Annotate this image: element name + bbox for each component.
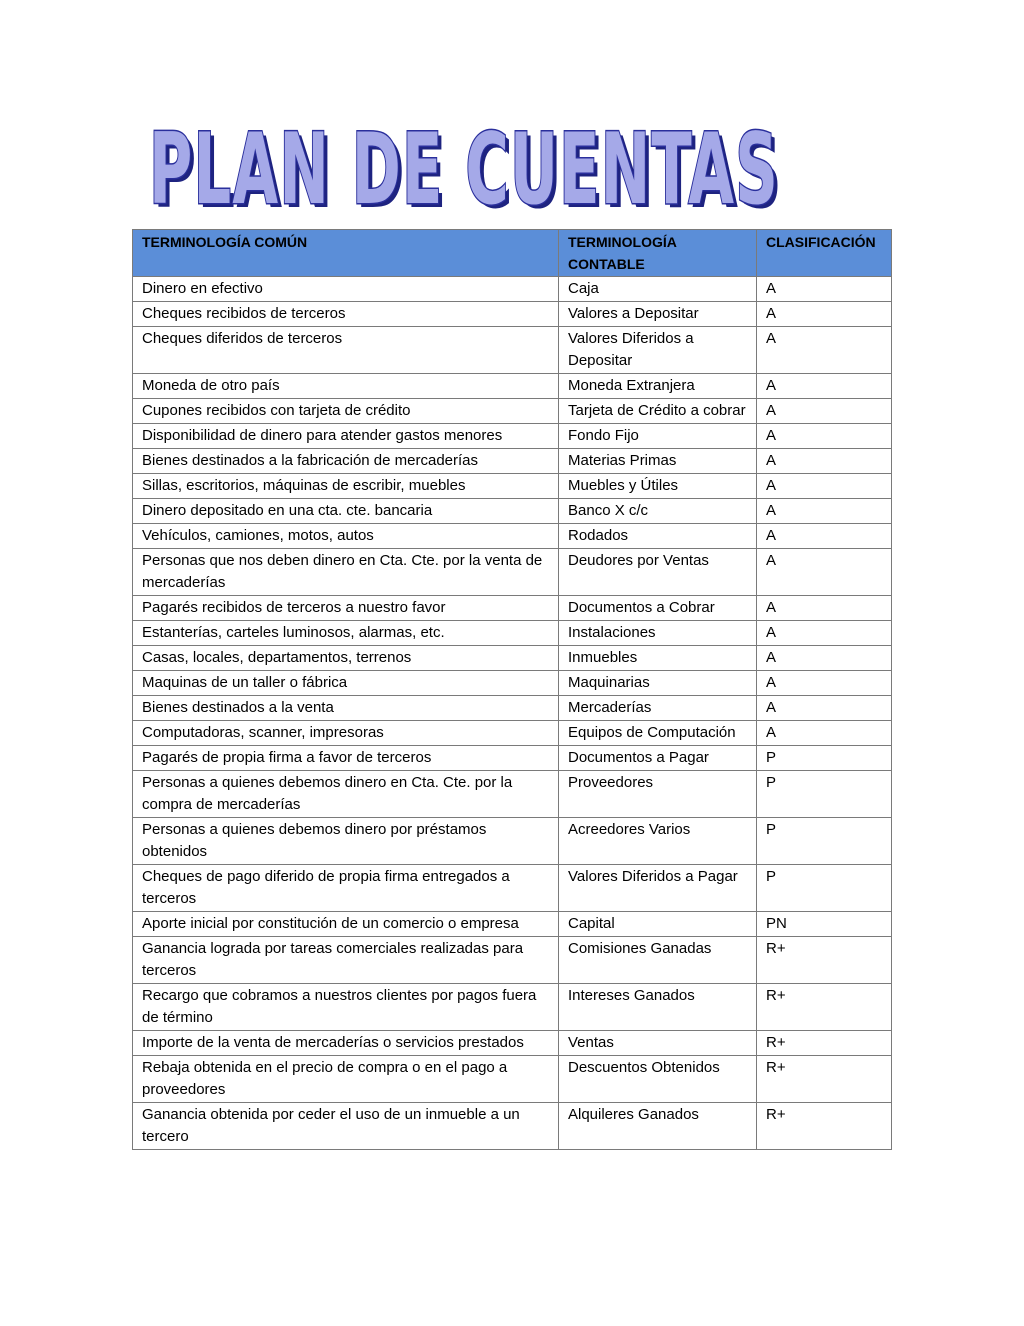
table-row bbox=[133, 696, 892, 721]
cell-classification: R+ bbox=[757, 1103, 892, 1150]
table-row bbox=[133, 302, 892, 327]
cell-classification: P bbox=[757, 818, 892, 865]
cell-accounting-terminology: Valores Diferidos a Depositar bbox=[559, 327, 757, 374]
cell-accounting-terminology: Muebles y Útiles bbox=[559, 474, 757, 499]
cell-accounting-terminology: Descuentos Obtenidos bbox=[559, 1056, 757, 1103]
cell-accounting-terminology: Moneda Extranjera bbox=[559, 374, 757, 399]
cell-common-terminology: Bienes destinados a la fabricación de mercaderías bbox=[133, 449, 559, 474]
cell-common-terminology: Casas, locales, departamentos, terrenos bbox=[133, 646, 559, 671]
cell-common-terminology: Cupones recibidos con tarjeta de crédito bbox=[133, 399, 559, 424]
cell-accounting-terminology: Alquileres Ganados bbox=[559, 1103, 757, 1150]
cell-common-terminology: Aporte inicial por constitución de un comercio o empresa bbox=[133, 912, 559, 937]
cell-classification: A bbox=[757, 524, 892, 549]
cell-classification: A bbox=[757, 474, 892, 499]
table-row bbox=[133, 1103, 892, 1150]
title-wordart bbox=[140, 112, 790, 216]
cell-accounting-terminology: Fondo Fijo bbox=[559, 424, 757, 449]
header-accounting-terminology: TERMINOLOGÍA CONTABLE bbox=[559, 230, 757, 277]
cell-common-terminology: Importe de la venta de mercaderías o servicios prestados bbox=[133, 1031, 559, 1056]
cell-common-terminology: Personas a quienes debemos dinero por préstamos obtenidos bbox=[133, 818, 559, 865]
cell-classification: A bbox=[757, 646, 892, 671]
cell-accounting-terminology: Equipos de Computación bbox=[559, 721, 757, 746]
cell-common-terminology: Ganancia lograda por tareas comerciales realizadas para terceros bbox=[133, 937, 559, 984]
table-row bbox=[133, 912, 892, 937]
cell-common-terminology: Disponibilidad de dinero para atender gastos menores bbox=[133, 424, 559, 449]
cell-accounting-terminology: Ventas bbox=[559, 1031, 757, 1056]
cell-common-terminology: Maquinas de un taller o fábrica bbox=[133, 671, 559, 696]
cell-accounting-terminology: Documentos a Cobrar bbox=[559, 596, 757, 621]
cell-common-terminology: Personas que nos deben dinero en Cta. Cte. por la venta de mercaderías bbox=[133, 549, 559, 596]
header-row bbox=[133, 230, 892, 277]
table-header bbox=[133, 230, 892, 277]
cell-accounting-terminology: Intereses Ganados bbox=[559, 984, 757, 1031]
cell-common-terminology: Dinero en efectivo bbox=[133, 277, 559, 302]
cell-classification: R+ bbox=[757, 1031, 892, 1056]
cell-accounting-terminology: Materias Primas bbox=[559, 449, 757, 474]
cell-classification: P bbox=[757, 746, 892, 771]
table-row bbox=[133, 277, 892, 302]
cell-accounting-terminology: Caja bbox=[559, 277, 757, 302]
cell-classification: A bbox=[757, 696, 892, 721]
table-row bbox=[133, 746, 892, 771]
table-row bbox=[133, 984, 892, 1031]
table-row bbox=[133, 646, 892, 671]
cell-classification: A bbox=[757, 721, 892, 746]
table-row bbox=[133, 865, 892, 912]
cell-classification: A bbox=[757, 499, 892, 524]
table-row bbox=[133, 671, 892, 696]
cell-accounting-terminology: Acreedores Varios bbox=[559, 818, 757, 865]
cell-accounting-terminology: Instalaciones bbox=[559, 621, 757, 646]
table-row bbox=[133, 596, 892, 621]
cell-common-terminology: Pagarés de propia firma a favor de terceros bbox=[133, 746, 559, 771]
cell-common-terminology: Moneda de otro país bbox=[133, 374, 559, 399]
cell-common-terminology: Cheques recibidos de terceros bbox=[133, 302, 559, 327]
cell-classification: R+ bbox=[757, 1056, 892, 1103]
cell-common-terminology: Estanterías, carteles luminosos, alarmas, etc. bbox=[133, 621, 559, 646]
title-graphic bbox=[140, 112, 790, 216]
table-row bbox=[133, 524, 892, 549]
accounts-table bbox=[132, 229, 892, 1150]
cell-classification: A bbox=[757, 596, 892, 621]
cell-accounting-terminology: Capital bbox=[559, 912, 757, 937]
table-row bbox=[133, 474, 892, 499]
cell-classification: A bbox=[757, 327, 892, 374]
cell-common-terminology: Computadoras, scanner, impresoras bbox=[133, 721, 559, 746]
cell-classification: A bbox=[757, 449, 892, 474]
table-row bbox=[133, 499, 892, 524]
cell-classification: R+ bbox=[757, 984, 892, 1031]
table-row bbox=[133, 1031, 892, 1056]
table-row bbox=[133, 937, 892, 984]
cell-classification: R+ bbox=[757, 937, 892, 984]
cell-accounting-terminology: Proveedores bbox=[559, 771, 757, 818]
cell-classification: A bbox=[757, 424, 892, 449]
cell-common-terminology: Sillas, escritorios, máquinas de escribir, muebles bbox=[133, 474, 559, 499]
table-row bbox=[133, 374, 892, 399]
table-body bbox=[133, 277, 892, 1150]
header-common-terminology: TERMINOLOGÍA COMÚN bbox=[133, 230, 559, 277]
cell-classification: P bbox=[757, 771, 892, 818]
cell-accounting-terminology: Rodados bbox=[559, 524, 757, 549]
cell-common-terminology: Recargo que cobramos a nuestros clientes por pagos fuera de término bbox=[133, 984, 559, 1031]
table-row bbox=[133, 1056, 892, 1103]
cell-classification: P bbox=[757, 865, 892, 912]
cell-common-terminology: Cheques de pago diferido de propia firma entregados a terceros bbox=[133, 865, 559, 912]
cell-common-terminology: Dinero depositado en una cta. cte. bancaria bbox=[133, 499, 559, 524]
table-row bbox=[133, 818, 892, 865]
table-row bbox=[133, 449, 892, 474]
cell-accounting-terminology: Valores a Depositar bbox=[559, 302, 757, 327]
cell-common-terminology: Personas a quienes debemos dinero en Cta. Cte. por la compra de mercaderías bbox=[133, 771, 559, 818]
cell-classification: A bbox=[757, 302, 892, 327]
table-row bbox=[133, 327, 892, 374]
page-title-shadow: PLAN DE CUENTAS bbox=[153, 117, 783, 216]
table-row bbox=[133, 549, 892, 596]
cell-common-terminology: Bienes destinados a la venta bbox=[133, 696, 559, 721]
cell-accounting-terminology: Banco X c/c bbox=[559, 499, 757, 524]
cell-common-terminology: Rebaja obtenida en el precio de compra o en el pago a proveedores bbox=[133, 1056, 559, 1103]
cell-classification: A bbox=[757, 374, 892, 399]
page-title: PLAN DE CUENTAS bbox=[149, 113, 779, 216]
cell-classification: A bbox=[757, 671, 892, 696]
cell-common-terminology: Pagarés recibidos de terceros a nuestro favor bbox=[133, 596, 559, 621]
cell-common-terminology: Vehículos, camiones, motos, autos bbox=[133, 524, 559, 549]
cell-common-terminology: Cheques diferidos de terceros bbox=[133, 327, 559, 374]
cell-accounting-terminology: Maquinarias bbox=[559, 671, 757, 696]
cell-classification: A bbox=[757, 399, 892, 424]
table-row bbox=[133, 424, 892, 449]
table-row bbox=[133, 771, 892, 818]
table-row bbox=[133, 621, 892, 646]
cell-accounting-terminology: Tarjeta de Crédito a cobrar bbox=[559, 399, 757, 424]
table-row bbox=[133, 721, 892, 746]
cell-common-terminology: Ganancia obtenida por ceder el uso de un inmueble a un tercero bbox=[133, 1103, 559, 1150]
cell-accounting-terminology: Inmuebles bbox=[559, 646, 757, 671]
table-row bbox=[133, 399, 892, 424]
cell-accounting-terminology: Comisiones Ganadas bbox=[559, 937, 757, 984]
header-classification: CLASIFICACIÓN bbox=[757, 230, 892, 277]
cell-accounting-terminology: Documentos a Pagar bbox=[559, 746, 757, 771]
cell-accounting-terminology: Valores Diferidos a Pagar bbox=[559, 865, 757, 912]
cell-classification: A bbox=[757, 277, 892, 302]
cell-accounting-terminology: Mercaderías bbox=[559, 696, 757, 721]
cell-classification: A bbox=[757, 549, 892, 596]
cell-classification: A bbox=[757, 621, 892, 646]
cell-classification: PN bbox=[757, 912, 892, 937]
cell-accounting-terminology: Deudores por Ventas bbox=[559, 549, 757, 596]
